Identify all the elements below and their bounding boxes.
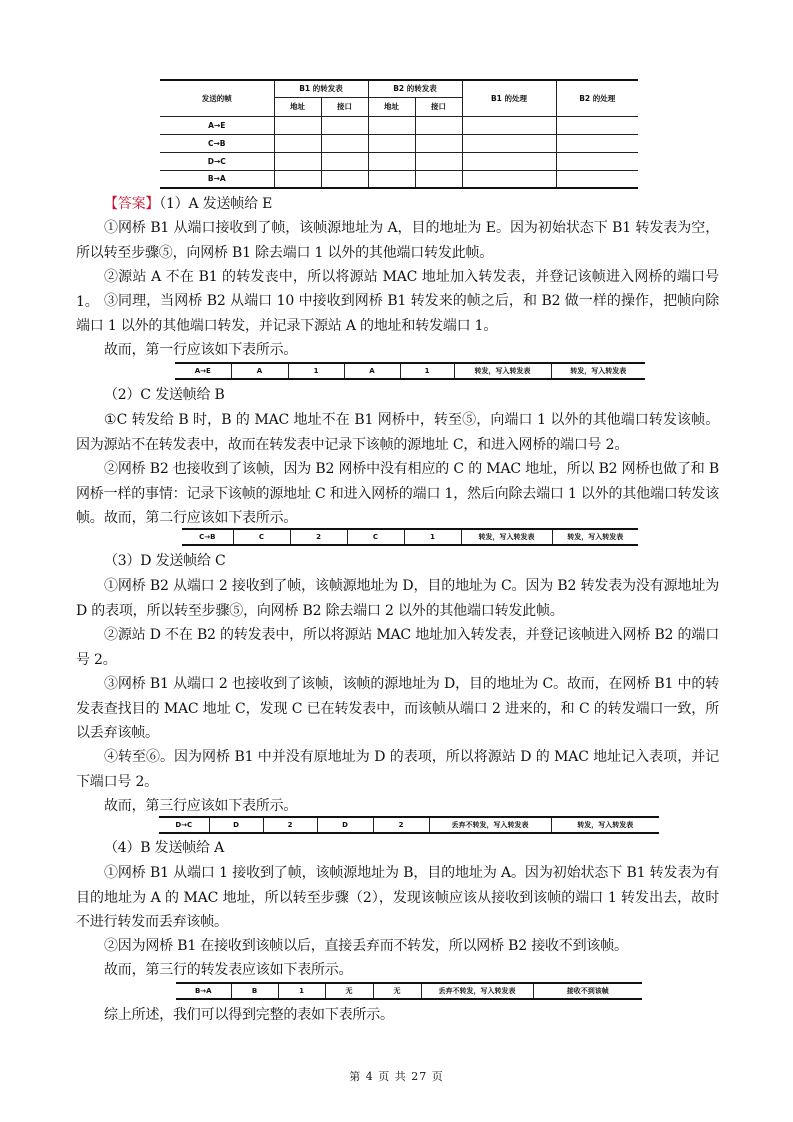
cell-b2-address: D	[317, 817, 373, 833]
cell-b2-address: C	[347, 529, 404, 545]
row-label: A→E	[160, 116, 274, 134]
col-frame: 发送的帧	[160, 80, 274, 116]
row-table-2	[182, 528, 638, 546]
section3-p4: ④转至⑥。因为网桥 B1 中并没有原地址为 D 的表项，所以将源站 D 的 MAC 地址记入表项，并记下端口号 2。	[76, 749, 719, 790]
cell-b1-address: A	[231, 363, 288, 379]
section3-p3: ③网桥 B1 从端口 2 也接收到了该帧，该帧的源地址为 D，目的地址为 C。故而，在网桥 B1 中的转发表查找目的 MAC 地址 C，发现 C 已在转发表中，而该帧从端口 2 进来的，和 C 的转发端口一致，所以丢弃该帧。	[76, 676, 719, 741]
col-b1-table: B1 的转发表	[274, 80, 368, 97]
row-label: D→C	[160, 152, 274, 170]
section3-p2: ②源站 D 不在 B2 的转发表中，所以将源站 MAC 地址加入转发表，并登记该帧进入网桥 B2 的端口号 2。	[76, 627, 719, 668]
cell-b1-port: 1	[278, 983, 325, 999]
cell-b2-action: 转发，写入转发表	[551, 363, 645, 379]
cell-b1-port: 2	[290, 529, 347, 545]
cell-frame: A→E	[194, 367, 211, 375]
summary: 综上所述，我们可以得到完整的表如下表所示。	[104, 1007, 394, 1023]
cell-b1-action: 转发，写入转发表	[454, 363, 551, 379]
answer-label: 【答案】	[104, 196, 160, 212]
row-table-1	[175, 362, 645, 380]
cell-frame: C→B	[199, 533, 216, 541]
section2-conclusion: 故而，第二行应该如下表所示。	[104, 510, 298, 526]
cell-b2-port: 无	[373, 983, 421, 999]
section1-p1: ①网桥 B1 从端口接收到了帧，该帧源地址为 A，目的地址为 E。因为初始状态下 B1 转发表为空，所以转至步骤⑤，向网桥 B1 除去端口 1 以外的其他端口转发此帧。	[76, 220, 719, 261]
cell-b1-action: 丢弃不转发，写入转发表	[429, 817, 551, 833]
cell-b2-port: 1	[404, 529, 461, 545]
row-table-3	[159, 816, 659, 834]
cell-b2-address: A	[344, 363, 400, 379]
cell-b2-action: 接收不到该帧	[533, 983, 642, 999]
cell-b1-action: 转发，写入转发表	[461, 529, 552, 545]
cell-b2-port: 1	[400, 363, 454, 379]
row-label: B→A	[160, 170, 274, 188]
cell-frame: D→C	[175, 821, 193, 829]
section1-p3: ③同理，当网桥 B2 从端口 10 中接收到网桥 B1 转发来的帧之后，和 B2 做一样的操作，把帧向除端口 1 以外的其他端口转发，并记录下源站 A 的地址和转发端口 1。	[76, 293, 719, 334]
section2-title: （2）C 发送帧给 B	[104, 387, 225, 403]
cell-b1-address: B	[231, 983, 278, 999]
section4-p2: ②因为网桥 B1 在接收到该帧以后，直接丢弃而不转发，所以网桥 B2 接收不到该帧。	[104, 938, 628, 954]
cell-b2-action: 转发，写入转发表	[552, 529, 638, 545]
cell-frame: B→A	[194, 987, 212, 995]
cell-b1-port: 1	[288, 363, 344, 379]
sub-port: 接口	[415, 97, 462, 116]
section1-title-line	[76, 192, 719, 217]
section3-p1: ①网桥 B2 从端口 2 接收到了帧，该帧源地址为 D，目的地址为 C。因为 B2 转发表为没有源地址为 D 的表项，所以转至步骤⑤，向网桥 B2 除去端口 2 以外的其他端口转发此帧。	[76, 578, 719, 619]
cell-b2-action: 转发，写入转发表	[551, 817, 659, 833]
cell-b1-action: 丢弃不转发，写入转发表	[421, 983, 533, 999]
cell-b2-port: 2	[373, 817, 429, 833]
cell-b1-address: D	[209, 817, 263, 833]
cell-b1-port: 2	[263, 817, 317, 833]
sub-address: 地址	[368, 97, 415, 116]
col-b1-action: B1 的处理	[462, 80, 556, 116]
cell-b1-address: C	[233, 529, 290, 545]
section4-title: （4）B 发送帧给 A	[104, 840, 225, 856]
sub-address: 地址	[274, 97, 321, 116]
section3-conclusion: 故而，第三行应该如下表所示。	[104, 798, 298, 814]
page-footer: 第 4 页 共 27 页	[349, 1070, 444, 1083]
section1-title: （1）A 发送帧给 E	[159, 196, 273, 212]
section1-p2: ②源站 A 不在 B1 的转发丧中，所以将源站 MAC 地址加入转发表，并登记该帧进入网桥的端口号 1。	[76, 269, 719, 310]
section3-title: （3）D 发送帧给 C	[104, 553, 226, 569]
section2-p1: ①C 转发给 B 时，B 的 MAC 地址不在 B1 网桥中，转至⑤，向端口 1 以外的其他端口转发该帧。因为源站不在转发表中，故而在转发表中记录下该帧的源地址 C，和进入网桥的端口号 2。	[76, 412, 719, 453]
col-b2-table: B2 的转发表	[368, 80, 462, 97]
section2-p2: ②网桥 B2 也接收到了该帧，因为 B2 网桥中没有相应的 C 的 MAC 地址，所以 B2 网桥也做了和 B 网桥一样的事情：记录下该帧的源地址 C 和进入网桥的端口 1，然后向除去端口 1 以外的其他端口转发该帧。	[76, 461, 719, 526]
section1-conclusion: 故而，第一行应该如下表所示。	[104, 342, 298, 358]
bridge-table-header	[160, 79, 638, 189]
row-label: C→B	[160, 134, 274, 152]
row-table-4	[176, 982, 642, 1000]
section4-p1: ①网桥 B1 从端口 1 接收到了帧，该帧源地址为 B，目的地址为 A。因为初始状态下 B1 转发表为有目的地址为 A 的 MAC 地址，所以转至步骤（2），发现该帧应该从接收到该帧的端口 1 转发出去，故时不进行转发而丢弃该帧。	[76, 865, 719, 930]
section4-conclusion: 故而，第三行的转发表应该如下表所示。	[104, 962, 353, 978]
sub-port: 接口	[321, 97, 368, 116]
cell-b2-address: 无	[325, 983, 373, 999]
col-b2-action: B2 的处理	[556, 80, 638, 116]
